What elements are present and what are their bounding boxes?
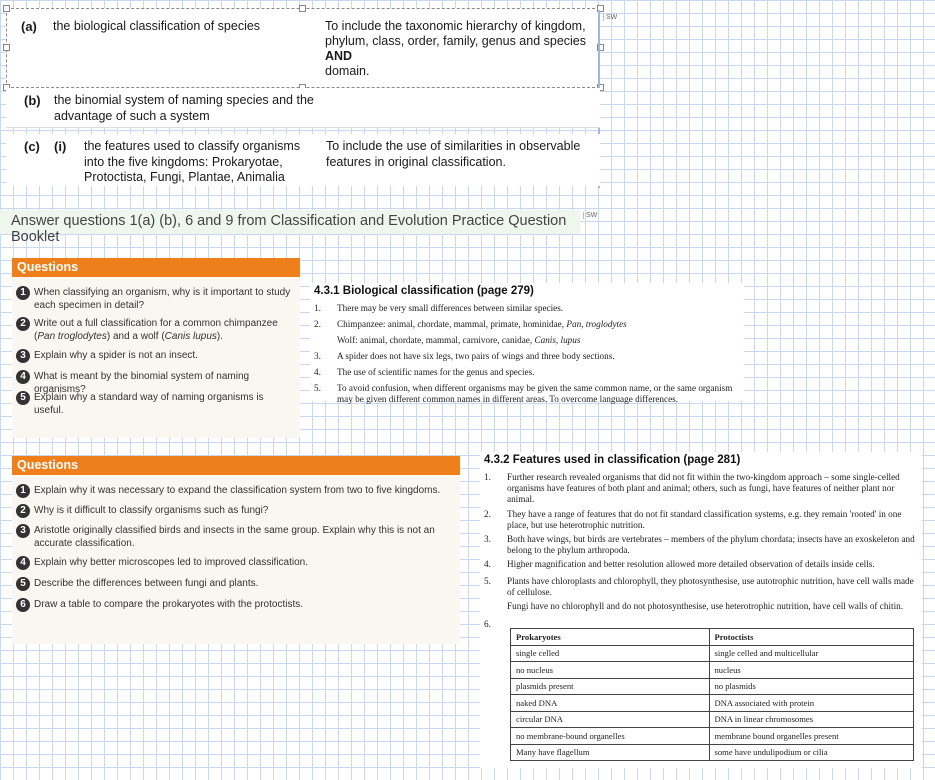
answer-number: 2. bbox=[484, 509, 491, 519]
question-number: 6 bbox=[16, 598, 30, 612]
answer-text: Both have wings, but birds are vertebrates – members of the phylum chordata; insects have an exoskeleton and belong to the phylum arthropoda. bbox=[507, 534, 915, 555]
question-number: 3 bbox=[16, 349, 30, 363]
instruction-banner bbox=[0, 210, 580, 245]
answer-number: 5. bbox=[484, 576, 491, 586]
sw-mark: SW bbox=[603, 14, 617, 21]
spec-a-note-and: AND bbox=[325, 49, 353, 63]
questions-panel-2 bbox=[12, 456, 460, 644]
question-text: Explain why a spider is not an insect. bbox=[34, 350, 198, 361]
table-row bbox=[511, 695, 914, 712]
table-cell: plasmids present bbox=[511, 678, 710, 695]
table-cell: no plasmids bbox=[709, 678, 914, 695]
spec-a-note-line1: To include the taxonomic hierarchy of kingdom, bbox=[325, 19, 586, 33]
table-row bbox=[511, 662, 914, 679]
answer-text: Chimpanzee: animal, chordate, mammal, primate, hominidae, Pan, troglodytes bbox=[337, 319, 627, 329]
question-number: 5 bbox=[16, 577, 30, 591]
answer-number: 3. bbox=[484, 534, 491, 544]
table-cell: DNA in linear chromosomes bbox=[709, 711, 914, 728]
table-cell: some have undulipodium or cilia bbox=[709, 744, 914, 761]
answer-text: To avoid confusion, when different organisms may be given the same common name, or the same organism may be given different common names in different areas. To overcome language differences. bbox=[337, 383, 733, 404]
table-cell: nucleus bbox=[709, 662, 914, 679]
table-header-row bbox=[511, 629, 914, 646]
answers-title: 4.3.2 Features used in classification (page 281) bbox=[484, 454, 741, 466]
table-row bbox=[511, 728, 914, 745]
answer-text: Wolf: animal, chordate, mammal, carnivore, canidae, Canis, lupus bbox=[337, 335, 581, 345]
question-number: 1 bbox=[16, 286, 30, 300]
answer-text: Plants have chloroplasts and chlorophyll, they photosynthesise, use autotrophic nutrition, have cell walls made of cellulose. bbox=[507, 576, 914, 597]
answer-number: 4. bbox=[314, 367, 321, 377]
spec-b-label: (b) bbox=[24, 93, 41, 108]
question-number: 4 bbox=[16, 370, 30, 384]
table-row bbox=[511, 678, 914, 695]
answers-panel-2 bbox=[480, 452, 922, 768]
question-number: 5 bbox=[16, 391, 30, 405]
spec-c-note: To include the use of similarities in observable features in original classification. bbox=[326, 139, 581, 169]
answer-number: 3. bbox=[314, 351, 321, 361]
answer-text: There may be very small differences between similar species. bbox=[337, 303, 564, 313]
spec-b-text: the binomial system of naming species and the advantage of such a system bbox=[54, 93, 314, 123]
table-cell: membrane bound organelles present bbox=[709, 728, 914, 745]
spec-c-label: (c) bbox=[24, 139, 40, 154]
answer-number: 1. bbox=[314, 303, 321, 313]
question-number: 2 bbox=[16, 504, 30, 518]
answer-text: They have a range of features that do not fit standard classification systems, e.g. they remain 'rooted' in one place, but use heterotrophic nutrition. bbox=[507, 509, 902, 530]
answer-number: 5. bbox=[314, 383, 321, 393]
spec-row-c bbox=[6, 134, 600, 186]
question-text: Explain why it was necessary to expand the classification system from two to five kingdoms. bbox=[34, 485, 441, 496]
spec-a-note-line3: domain. bbox=[325, 64, 370, 78]
spec-a-note-line2: phylum, class, order, family, genus and species bbox=[325, 34, 587, 48]
spec-c-text: the features used to classify organisms into the five kingdoms: Prokaryotae, Protoctista, Fungi, Plantae, Animalia bbox=[84, 139, 301, 184]
comparison-table bbox=[510, 628, 914, 761]
table-cell: single celled bbox=[511, 645, 710, 662]
question-number: 4 bbox=[16, 556, 30, 570]
spec-row-a[interactable] bbox=[6, 8, 600, 88]
table-row bbox=[511, 711, 914, 728]
answer-text: Higher magnification and better resolution allowed more detailed observation of details inside cells. bbox=[507, 559, 875, 569]
table-row bbox=[511, 744, 914, 761]
table-cell: no nucleus bbox=[511, 662, 710, 679]
answer-number: 4. bbox=[484, 559, 491, 569]
instruction-text: Answer questions 1(a) (b), 6 and 9 from Classification and Evolution Practice Question Booklet bbox=[11, 213, 567, 245]
question-text: Explain why better microscopes led to improved classification. bbox=[34, 557, 309, 568]
spec-a-text: the biological classification of species bbox=[53, 19, 261, 33]
question-text: Aristotle originally classified birds and insects in the same group. Explain why this is not an accurate classification. bbox=[34, 525, 435, 549]
spec-c-sublabel: (i) bbox=[54, 139, 67, 154]
answers-panel-1 bbox=[310, 283, 744, 404]
question-text: Write out a full classification for a common chimpanzee (Pan troglodytes) and a wolf (Canis lupus). bbox=[34, 318, 278, 342]
table-cell: no membrane-bound organelles bbox=[511, 728, 710, 745]
table-row bbox=[511, 645, 914, 662]
answer-number: 2. bbox=[314, 319, 321, 329]
question-number: 3 bbox=[16, 524, 30, 538]
answer-text: Further research revealed organisms that did not fit within the two-kingdom approach – some single-celled organisms have features of both plant and animal; others, such as fungi, have features of neither plant nor animal. bbox=[507, 472, 900, 504]
questions-panel-1 bbox=[12, 258, 300, 438]
questions-header: Questions bbox=[12, 258, 300, 277]
answer-number: 1. bbox=[484, 472, 491, 482]
resize-handle[interactable] bbox=[3, 44, 10, 51]
answers-title: 4.3.1 Biological classification (page 279) bbox=[314, 285, 534, 297]
table-cell: DNA associated with protein bbox=[709, 695, 914, 712]
answer-text: The use of scientific names for the genus and species. bbox=[337, 367, 535, 377]
table-cell: naked DNA bbox=[511, 695, 710, 712]
table-cell: Many have flagellum bbox=[511, 744, 710, 761]
answer-text: Fungi have no chlorophyll and do not photosynthesise, use heterotrophic nutrition, have cell walls of chitin. bbox=[507, 601, 904, 611]
spec-row-b bbox=[6, 88, 600, 128]
question-text: Draw a table to compare the prokaryotes with the protoctists. bbox=[34, 599, 304, 610]
table-cell: single celled and multicellular bbox=[709, 645, 914, 662]
answer-number: 6. bbox=[484, 619, 491, 629]
answer-text: A spider does not have six legs, two pairs of wings and three body sections. bbox=[337, 351, 615, 361]
question-text: Explain why a standard way of naming organisms is useful. bbox=[34, 392, 264, 416]
question-text: What is meant by the binomial system of naming organisms? bbox=[34, 371, 250, 395]
question-number: 2 bbox=[16, 317, 30, 331]
questions-header: Questions bbox=[12, 456, 460, 475]
table-header: Protoctists bbox=[709, 629, 914, 646]
spec-a-label: (a) bbox=[21, 19, 37, 34]
table-header: Prokaryotes bbox=[511, 629, 710, 646]
question-number: 1 bbox=[16, 484, 30, 498]
question-text: Describe the differences between fungi and plants. bbox=[34, 578, 259, 589]
sw-mark: SW bbox=[583, 212, 597, 219]
resize-handle[interactable] bbox=[299, 5, 306, 12]
question-text: When classifying an organism, why is it important to study each specimen in detail? bbox=[34, 287, 291, 311]
table-cell: circular DNA bbox=[511, 711, 710, 728]
question-text: Why is it difficult to classify organisms such as fungi? bbox=[34, 505, 269, 516]
resize-handle[interactable] bbox=[3, 5, 10, 12]
